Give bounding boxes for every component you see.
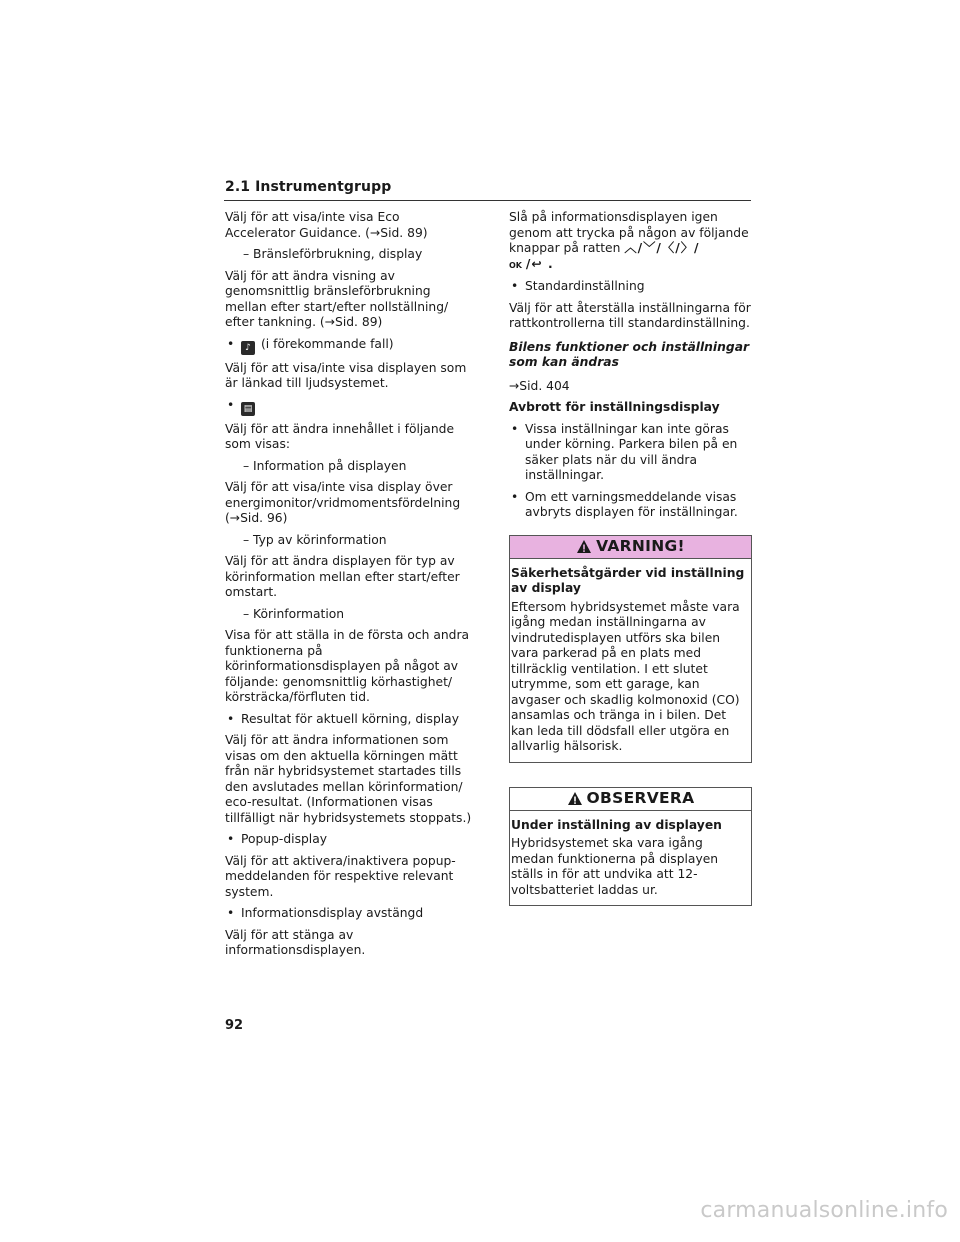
warning-label: VARNING! — [596, 536, 685, 555]
bullet-popup: • Popup-display — [225, 832, 473, 848]
section-title: 2.1 Instrumentgrupp — [225, 179, 392, 195]
bullet-music-text: (i förekommande fall) — [261, 336, 394, 351]
paragraph-eco-guidance: Välj för att visa/inte visa Eco Accelerator Guidance. (→Sid. 89) — [225, 210, 428, 240]
watermark: carmanualsonline.info — [700, 1198, 948, 1223]
bullet-cancel-2: • Om ett varningsmeddelande visas avbryts displayen för inställningar. — [509, 490, 752, 521]
paragraph-turn-on — [509, 210, 752, 273]
paragraph-drive-info-type: Välj för att ändra displayen för typ av körinformation mellan efter start/efter omstart. — [225, 554, 460, 599]
back-button-icon: /↩ . — [525, 256, 554, 271]
sub-fuel-display: – Bränsleförbrukning, display — [243, 247, 423, 261]
paragraph-energy-monitor: Välj för att visa/inte visa display över energimonitor/vridmomentsfördelning (→Sid. 96) — [225, 480, 461, 525]
warning-box — [509, 535, 752, 763]
warning-text: Eftersom hybridsystemet måste vara igång medan inställningarna av vindrutedisplayen utförs ska bilen vara parkerad på en plats med tillräcklig ventilation. I ett slutet utrymme, som ett garage, kan avgaser och skadlig kolmonoxid (CO) ansamlas och tränga in i bilen. Det kan leda till dödsfall eller utgöra en allvarlig hälsorisk. — [511, 599, 740, 753]
bullet-display-off-text: Informationsdisplay avstängd — [241, 906, 424, 920]
bullet-trip-result: • Resultat för aktuell körning, display — [225, 712, 473, 728]
page-number: 92 — [225, 1018, 244, 1033]
ok-button-icon: OK — [509, 260, 522, 270]
music-note-icon: ♪ — [241, 341, 255, 355]
paragraph-display-off: Välj för att stänga av informationsdisplayen. — [225, 927, 366, 957]
notice-body — [510, 811, 751, 906]
bullet-default-text: Standardinställning — [525, 279, 645, 293]
warning-header — [510, 536, 751, 559]
page-reference: →Sid. 404 — [509, 378, 570, 393]
notice-label: OBSERVERA — [586, 788, 695, 807]
bullet-display-off: • Informationsdisplay avstängd — [225, 906, 473, 922]
paragraph-change-content: Välj för att ändra innehållet i följande som visas: — [225, 421, 455, 451]
heading-functions: Bilens funktioner och inställningar som kan ändras — [509, 339, 750, 369]
notice-title: Under inställning av displayen — [511, 817, 722, 832]
right-column — [509, 210, 752, 906]
bullet-cancel-1: • Vissa inställningar kan inte göras under körning. Parkera bilen på en säker plats när du vill ändra inställningar. — [509, 422, 752, 484]
heading-cancel: Avbrott för inställningsdisplay — [509, 400, 720, 414]
vehicle-info-icon: ▤ — [241, 402, 255, 416]
paragraph-reset: Välj för att återställa inställningarna för rattkontrollerna till standardinställning. — [509, 300, 751, 330]
notice-header — [510, 788, 751, 811]
bullet-trip-result-text: Resultat för aktuell körning, display — [241, 711, 459, 726]
sub-drive-info-type: – Typ av körinformation — [243, 532, 387, 547]
paragraph-popup: Välj för att aktivera/inaktivera popup-meddelanden för respektive relevant system. — [225, 853, 456, 899]
bullet-vehicle-info: • ▤ — [225, 398, 473, 416]
warning-triangle-icon — [576, 539, 592, 555]
header-divider — [224, 200, 751, 201]
bullet-default: • Standardinställning — [509, 279, 752, 295]
sub-drive-info: – Körinformation — [243, 606, 345, 621]
bullet-popup-text: Popup-display — [241, 832, 328, 846]
paragraph-avg-fuel: Välj för att ändra visning av genomsnittlig bränsleförbrukning mellan efter start/efter nollställning/ efter tankning. (→Sid. 89) — [225, 268, 449, 329]
bullet-cancel-1-text: Vissa inställningar kan inte göras under körning. Parkera bilen på en säker plats när du vill ändra inställningar. — [525, 421, 738, 482]
sub-display-info: – Information på displayen — [243, 458, 407, 473]
warning-body — [510, 559, 751, 762]
left-column — [225, 210, 473, 965]
notice-box — [509, 787, 752, 907]
notice-text: Hybridsystemet ska vara igång medan funktionerna på displayen ställs in för att undvika att 12-voltsbatteriet laddas ur. — [511, 836, 719, 897]
paragraph-drive-info-setup: Visa för att ställa in de första och andra funktionerna på körinformationsdisplayen på något av följande: genomsnittlig körhastighet/ körsträcka/förfluten tid. — [225, 628, 470, 704]
paragraph-trip-result: Välj för att ändra informationen som visas om den aktuella körningen mätt från när hybridsystemet startades tills den avslutades mellan körinformation/ eco-resultat. (Informationen visas tillfälligt när hybridsystemets stoppats.) — [225, 733, 472, 825]
turn-on-text: Slå på informationsdisplayen igen genom att trycka på någon av följande knappar på ratten — [509, 210, 749, 255]
steering-buttons-icons: ︿/﹀/〈/〉/ — [624, 241, 700, 255]
paragraph-audio-display: Välj för att visa/inte visa displayen som är länkad till ljudsystemet. — [225, 360, 467, 390]
bullet-music: • ♪ (i förekommande fall) — [227, 336, 394, 353]
notice-triangle-icon — [567, 791, 583, 807]
bullet-cancel-2-text: Om ett varningsmeddelande visas avbryts displayen för inställningar. — [525, 489, 738, 519]
warning-title: Säkerhetsåtgärder vid inställning av display — [511, 565, 745, 595]
